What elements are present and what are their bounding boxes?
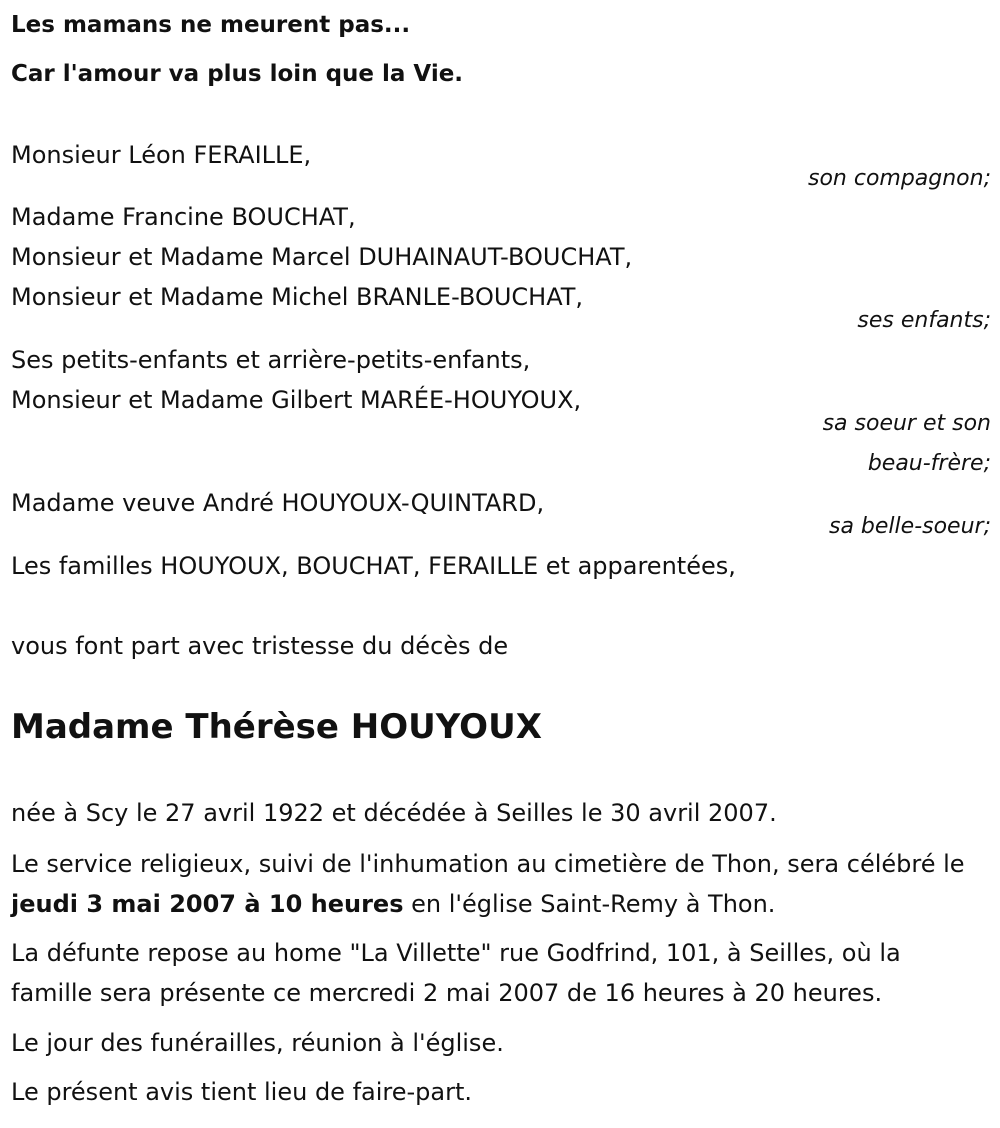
sister-role-line-2: beau-frère; [867,451,991,476]
children-role: ses enfants; [857,308,991,333]
companion-name: Monsieur Léon FERAILLE, [11,141,312,169]
grandchildren: Ses petits-enfants et arrière-petits-enfants, [11,346,531,374]
child-name-2: Monsieur et Madame Marcel DUHAINAUT-BOUCHAT, [11,243,633,271]
service-paragraph [11,844,986,924]
rest-paragraph: La défunte repose au home "La Villette" rue Godfrind, 101, à Seilles, où la famille sera présente ce mercredi 2 mai 2007 de 16 heures à 20 heures. [11,939,901,1007]
child-name-1: Madame Francine BOUCHAT, [11,203,356,231]
sister-name: Monsieur et Madame Gilbert MARÉE-HOUYOUX, [11,386,582,414]
companion-role: son compagnon; [807,166,991,191]
families-line: Les familles HOUYOUX, BOUCHAT, FERAILLE et apparentées, [11,552,736,580]
deceased-name: Madame Thérèse HOUYOUX [11,707,542,747]
sister-role-line-1: sa soeur et son [822,411,991,436]
announcement: vous font part avec tristesse du décès de [11,632,509,660]
service-datetime: jeudi 3 mai 2007 à 10 heures [11,890,404,918]
service-text-end: en l'église Saint-Remy à Thon. [403,890,776,918]
poem-line-1: Les mamans ne meurent pas... [11,12,411,38]
service-text-start: Le service religieux, suivi de l'inhumation au cimetière de Thon, sera célébré le [11,850,965,878]
sister-in-law-role: sa belle-soeur; [829,514,991,539]
dates-line: née à Scy le 27 avril 1922 et décédée à Seilles le 30 avril 2007. [11,799,777,827]
notice-line: Le présent avis tient lieu de faire-part. [11,1078,473,1106]
child-name-3: Monsieur et Madame Michel BRANLE-BOUCHAT, [11,283,584,311]
poem-line-2: Car l'amour va plus loin que la Vie. [11,61,464,87]
reunion-line: Le jour des funérailles, réunion à l'église. [11,1029,504,1057]
sister-in-law-name: Madame veuve André HOUYOUX-QUINTARD, [11,489,545,517]
